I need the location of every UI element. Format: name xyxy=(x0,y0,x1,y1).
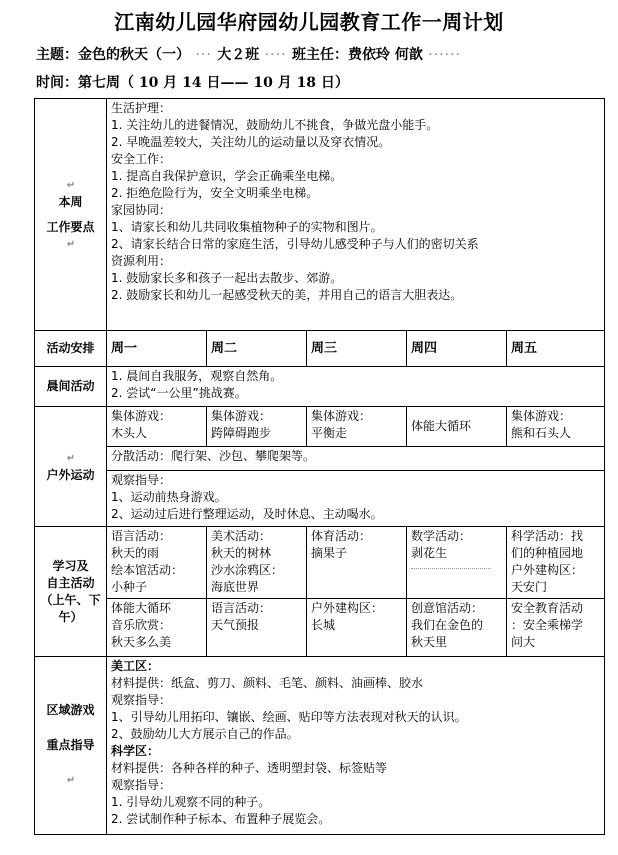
study-friday-2: 安全教育活动 ：安全乘梯学 问大 xyxy=(507,599,605,657)
spacer-dots: ···· xyxy=(259,47,292,63)
outdoor-scatter-row xyxy=(35,447,605,471)
spacer-dots: ······ xyxy=(422,47,461,63)
page-title: 江南幼儿园华府园幼儿园教育工作一周计划 xyxy=(114,10,504,34)
outdoor-game-tuesday: 集体游戏： 跨障碍跑步 xyxy=(207,407,307,447)
teacher-label: 班主任： xyxy=(291,47,348,63)
focus-content: 生活护理： 1. 关注幼儿的进餐情况，鼓励幼儿不挑食，争做光盘小能手。 2. 早晚温差较大，关注幼儿的运动量以及穿衣情况。 安全工作： 1. 提高自我保护意识，学会正确乘坐电梯。 2. 拒绝危险行为，安全文明乘坐电梯。 家园协同： 1、请家长和幼儿共同收集植物种子的实物和图片。 2、请家长结合日常的家庭生活，引导幼儿感受种子与人们的密切关系 资源利用： 1. 鼓励家长多和孩子一起出去散步、郊游。 2. 鼓励家长和幼儿一起感受秋天的美，并用自己的语言大胆表达。 xyxy=(107,99,605,331)
study-thursday-1: 数学活动： 剥花生 xyxy=(407,527,507,599)
study-thursday-2: 创意馆活动： 我们在金色的 秋天里 xyxy=(407,599,507,657)
outdoor-games-row xyxy=(35,407,605,447)
morning-content: 1. 晨间自我服务，观察自然角。 2. 尝试“一公里”挑战赛。 xyxy=(107,367,605,407)
outdoor-game-thursday: 体能大循环 xyxy=(407,407,507,447)
area-content: 美工区： 材料提供：纸盒、剪刀、颜料、毛笔、颜料、油画棒、胶水 观察指导： 1、引导幼儿用拓印、镶嵌、绘画、贴印等方法表现对秋天的认识。 2、鼓励幼儿大方展示自己的作品。 科学区： 材料提供：各种各样的种子、透明塑封袋、标签贴等 观察指导： 1. 引导幼儿观察不同的种子。 2. 尝试制作种子标本、布置种子展览会。 xyxy=(107,657,605,835)
study-monday-1: 语言活动： 秋天的雨 绘本馆活动： 小种子 xyxy=(107,527,207,599)
study-tuesday-1: 美术活动： 秋天的树林 沙水涂鸦区： 海底世界 xyxy=(207,527,307,599)
schedule-row xyxy=(35,331,605,367)
outdoor-guide: 观察指导： 1、运动前热身游戏。 2、运动过后进行整理运动，及时休息、主动喝水。 xyxy=(107,471,605,527)
time-label: 时间： xyxy=(36,75,78,91)
day-tuesday: 周二 xyxy=(207,331,307,367)
outdoor-label: ↵ 户外运动 xyxy=(35,407,107,527)
outdoor-game-wednesday: 集体游戏： 平衡走 xyxy=(307,407,407,447)
morning-row xyxy=(35,367,605,407)
study-row-1 xyxy=(35,527,605,599)
outdoor-game-friday: 集体游戏： 熊和石头人 xyxy=(507,407,605,447)
day-friday: 周五 xyxy=(507,331,605,367)
study-wednesday-2: 户外建构区： 长城 xyxy=(307,599,407,657)
day-monday: 周一 xyxy=(107,331,207,367)
teacher-value: 费依玲 何歆 xyxy=(347,47,423,63)
study-friday-1: 科学活动：找 们的种植园地 户外建构区： 天安门 xyxy=(507,527,605,599)
time-line xyxy=(36,72,349,92)
day-wednesday: 周三 xyxy=(307,331,407,367)
study-monday-2: 体能大循环 音乐欣赏： 秋天多么美 xyxy=(107,599,207,657)
study-label: 学习及 自主活动 （上午、下 午） xyxy=(35,527,107,657)
study-wednesday-1: 体育活动： 摘果子 xyxy=(307,527,407,599)
day-thursday: 周四 xyxy=(407,331,507,367)
area-row xyxy=(35,657,605,835)
study-tuesday-2: 语言活动： 天气预报 xyxy=(207,599,307,657)
morning-label: 晨间活动 xyxy=(35,367,107,407)
area-label: 区域游戏 重点指导 ↵ xyxy=(35,657,107,835)
date-range: （ 10 月 14 日—— 10 月 18 日） xyxy=(120,75,349,91)
theme-value: 金色的秋天（一） xyxy=(78,47,190,63)
study-row-2 xyxy=(35,599,605,657)
schedule-label: 活动安排 xyxy=(35,331,107,367)
week-value: 第七周 xyxy=(78,75,120,91)
theme-line xyxy=(36,44,461,64)
outdoor-game-monday: 集体游戏： 木头人 xyxy=(107,407,207,447)
theme-label: 主题： xyxy=(36,47,78,63)
spacer-dots: ··· xyxy=(190,47,218,63)
focus-row xyxy=(35,99,605,331)
class-value: 大２班 xyxy=(217,47,260,63)
outdoor-guide-row xyxy=(35,471,605,527)
outdoor-scatter: 分散活动：爬行架、沙包、攀爬架等。 xyxy=(107,447,605,471)
plan-table xyxy=(34,98,605,835)
focus-label: ↵ 本周 工作要点 ↵ xyxy=(35,99,107,331)
